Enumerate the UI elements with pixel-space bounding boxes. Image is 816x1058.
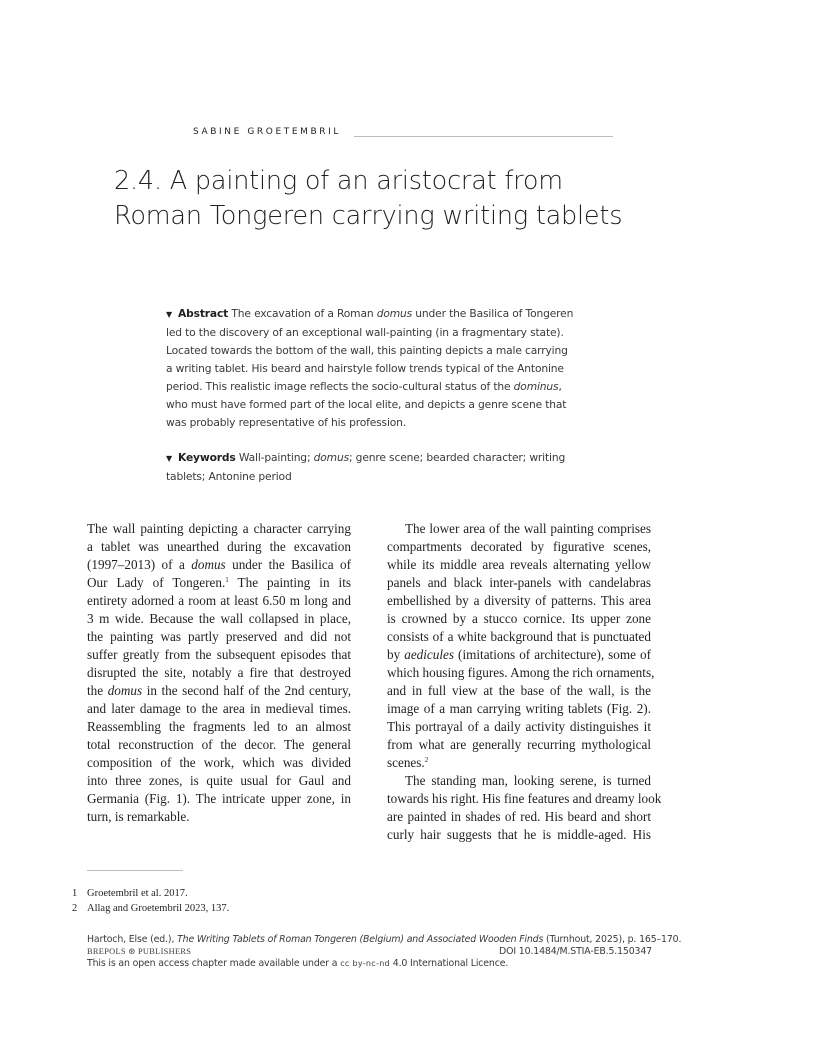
body-line: disrupted the site, notably a fire that destroyed xyxy=(87,665,351,680)
body-text: the xyxy=(87,683,108,698)
keywords-line: tablets; Antonine period xyxy=(166,470,292,483)
body-line: consists of a white background that is punctuated xyxy=(387,629,651,644)
body-line: total reconstruction of the decor. The general xyxy=(87,737,351,752)
keywords-line xyxy=(166,449,596,468)
body-italic: domus xyxy=(107,683,143,698)
abstract-italic: domus xyxy=(376,307,413,320)
body-line: compartments decorated by figurative scenes, xyxy=(387,539,651,554)
body-text: Our Lady of Tongeren. xyxy=(87,575,226,590)
abstract-text: The excavation of a Roman xyxy=(231,307,377,320)
footnote-ref[interactable]: 1 xyxy=(225,576,229,584)
citation-line xyxy=(87,934,682,946)
body-line: curly hair suggests that he is middle-aged. His xyxy=(387,827,651,842)
footnote xyxy=(72,886,229,901)
body-line: image of a man carrying writing tablets (Fig. 2). xyxy=(387,701,651,716)
body-line: towards his right. His fine features and dreamy look xyxy=(387,791,662,806)
citation-line xyxy=(87,946,652,958)
triangle-down-icon: ▼ xyxy=(166,454,173,463)
license-text: 4.0 International Licence. xyxy=(389,958,509,969)
footnote xyxy=(72,901,229,916)
body-line: into three zones, is quite usual for Gaul and xyxy=(87,773,351,788)
body-line: The lower area of the wall painting comprises xyxy=(405,521,651,536)
body-line xyxy=(387,754,651,772)
body-line: Reassembling the fragments led to an almost xyxy=(87,719,351,734)
body-line: which housing figures. Among the rich ornaments, xyxy=(387,665,655,680)
body-text: (imitations of architecture), some of xyxy=(454,647,652,662)
body-line: and in full view at the base of the wall, is the xyxy=(387,683,651,698)
body-text: scenes. xyxy=(387,755,425,770)
body-text: under the Basilica of xyxy=(225,557,351,572)
body-line: are painted in shades of red. His beard and short xyxy=(387,809,651,824)
body-line: composition of the work, which was divided xyxy=(87,755,351,770)
body-italic: aedicules xyxy=(404,647,455,662)
abstract-line: Located towards the bottom of the wall, this painting depicts a male carrying xyxy=(166,344,568,357)
abstract-line: led to the discovery of an exceptional wall-painting (in a fragmentary state). xyxy=(166,326,564,339)
body-line xyxy=(387,646,651,664)
license-text: This is an open access chapter made available under a xyxy=(87,958,341,969)
triangle-down-icon: ▼ xyxy=(166,310,173,319)
abstract-section xyxy=(166,305,596,432)
abstract-line: was probably representative of his profession. xyxy=(166,416,407,429)
body-line: and later damage to the area in medieval times. xyxy=(87,701,351,716)
body-line: turn, is remarkable. xyxy=(87,809,190,824)
chapter-title-line: 2.4. A painting of an aristocrat from xyxy=(114,166,563,196)
abstract-text: , xyxy=(558,380,562,393)
abstract-line: who must have formed part of the local elite, and depicts a genre scene that xyxy=(166,398,567,411)
body-line: is crowned by a stucco cornice. Its upper zone xyxy=(387,611,651,626)
footnote-text: Groetembril et al. 2017. xyxy=(87,888,188,899)
body-italic: domus xyxy=(191,557,226,572)
body-line: entirety adorned a room at least 6.50 m long and xyxy=(87,593,351,608)
body-line: The wall painting depicting a character carrying xyxy=(87,521,351,536)
body-column-right xyxy=(387,520,662,844)
body-line xyxy=(87,574,351,592)
keywords-section xyxy=(166,449,596,486)
body-column-left xyxy=(87,520,351,826)
body-line: This portrayal of a daily activity distinguishes it xyxy=(387,719,651,734)
abstract-line: a writing tablet. His beard and hairstyle follow trends typical of the Antonine xyxy=(166,362,564,375)
publisher-logo: BREPOLS ⊛ PUBLISHERS xyxy=(87,947,192,956)
abstract-text: under the Basilica of Tongeren xyxy=(412,307,574,320)
abstract-italic: dominus xyxy=(513,380,559,393)
body-text: by xyxy=(387,647,405,662)
body-line: from what are generally recurring mythological xyxy=(387,737,651,752)
license-name: cc by-nc-nd xyxy=(340,959,390,968)
abstract-label: Abstract xyxy=(178,307,229,320)
body-line: The standing man, looking serene, is turned xyxy=(405,773,651,788)
body-line xyxy=(87,556,351,574)
footnote-ref[interactable]: 2 xyxy=(424,756,429,764)
license-line xyxy=(87,958,652,970)
header-rule xyxy=(354,136,613,137)
chapter-title-line: Roman Tongeren carrying writing tablets xyxy=(114,201,623,231)
citation-block xyxy=(87,934,682,970)
abstract-line xyxy=(166,378,596,396)
body-line: a tablet was unearthed during the excavation xyxy=(87,539,351,554)
body-text: (1997–2013) of a xyxy=(87,557,192,572)
abstract-line xyxy=(166,305,596,324)
keywords-label: Keywords xyxy=(178,451,236,464)
body-line xyxy=(87,682,351,700)
footnote-number: 1 xyxy=(72,888,78,899)
author-name: SABINE GROETEMBRIL xyxy=(193,127,341,137)
body-text: The painting in its xyxy=(228,575,352,590)
body-text: in the second half of the 2nd century, xyxy=(142,683,351,698)
footnote-text: Allag and Groetembril 2023, 137. xyxy=(87,903,230,914)
citation-text: Hartoch, Else (ed.), xyxy=(87,934,178,945)
body-line: the painting was partly preserved and did not xyxy=(87,629,351,644)
running-header xyxy=(193,127,613,143)
body-line: embellished by a diversity of patterns. This area xyxy=(387,593,651,608)
body-line: panels and black inter-panels with candelabras xyxy=(387,575,651,590)
doi-link[interactable]: DOI 10.1484/M.STIA-EB.5.150347 xyxy=(499,946,652,957)
keywords-text: Wall-painting; xyxy=(238,451,314,464)
citation-text: (Turnhout, 2025), p. 165–170. xyxy=(543,934,682,945)
body-line: Germania (Fig. 1). The intricate upper zone, in xyxy=(87,791,351,806)
abstract-text: period. This realistic image reflects the socio-cultural status of the xyxy=(166,380,514,393)
footnote-number: 2 xyxy=(72,903,78,914)
chapter-title xyxy=(114,164,674,234)
footnote-rule xyxy=(87,870,183,871)
book-title: The Writing Tablets of Roman Tongeren (Belgium) and Associated Wooden Finds xyxy=(177,934,544,945)
body-line: while its middle area reveals alternating yellow xyxy=(387,557,651,572)
footnotes xyxy=(72,886,229,916)
keywords-italic: domus xyxy=(313,451,349,464)
keywords-text: ; genre scene; bearded character; writing xyxy=(348,451,566,464)
body-line: suffer greatly from the subsequent episodes that xyxy=(87,647,351,662)
body-line: 3 m wide. Because the wall collapsed in place, xyxy=(87,611,351,626)
